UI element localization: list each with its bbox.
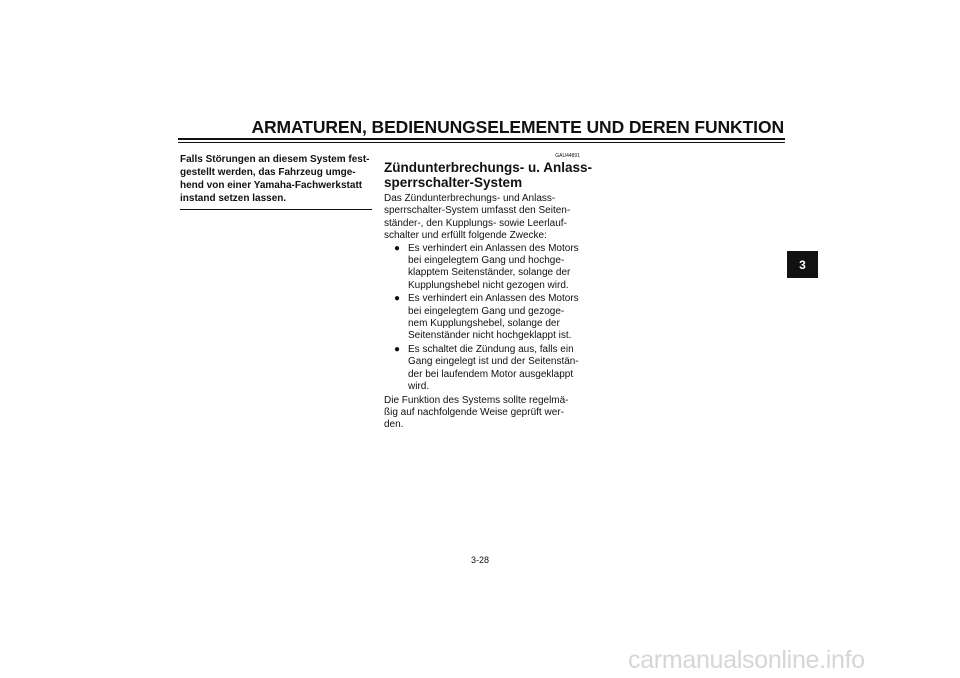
bullet-line: Es verhindert ein Anlassen des Motors <box>408 242 579 254</box>
chapter-tab: 3 <box>787 251 818 278</box>
header-rule <box>178 138 785 140</box>
notice-rule <box>180 209 372 210</box>
bullet-list <box>384 243 580 394</box>
section-title-line: Zündunterbrechungs- u. Anlass- <box>384 160 593 175</box>
intro-line: schalter und erfüllt folgende Zwecke: <box>384 230 547 242</box>
bullet-line: bei eingelegtem Gang und gezoge- <box>408 305 565 317</box>
bullet-item <box>384 243 580 293</box>
notice-block <box>180 153 375 205</box>
bullet-item <box>384 344 580 394</box>
notice-line: gestellt werden, das Fahrzeug umge- <box>180 167 356 178</box>
bullet-text <box>408 344 579 394</box>
closing-paragraph <box>384 395 580 432</box>
intro-paragraph <box>384 193 580 243</box>
intro-line: Das Zündunterbrechungs- und Anlass- <box>384 193 556 204</box>
bullet-line: Es schaltet die Zündung aus, falls ein <box>408 343 574 355</box>
section-title <box>384 160 593 190</box>
bullet-line: Kupplungshebel nicht gezogen wird. <box>408 279 569 291</box>
bullet-dot-icon: ● <box>394 293 401 305</box>
bullet-line: klapptem Seitenständer, solange der <box>408 267 571 279</box>
page-number: 3-28 <box>470 555 489 565</box>
bullet-line: nem Kupplungshebel, solange der <box>408 318 560 330</box>
bullet-line: bei eingelegtem Gang und hochge- <box>408 255 565 267</box>
bullet-text <box>408 293 579 343</box>
closing-line: den. <box>384 419 404 431</box>
bullet-item <box>384 293 580 343</box>
notice-line: instand setzen lassen. <box>180 193 287 204</box>
left-column <box>180 153 375 210</box>
bullet-text <box>408 243 579 293</box>
watermark: carmanualsonline.info <box>628 646 865 674</box>
page-header-title: ARMATUREN, BEDIENUNGSELEMENTE UND DEREN FUNKTION <box>251 117 784 137</box>
bullet-line: Seitenständer nicht hochgeklappt ist. <box>408 330 572 342</box>
bullet-dot-icon: ● <box>394 343 401 355</box>
section-title-line: sperrschalter-System <box>384 175 523 190</box>
intro-line: ständer-, den Kupplungs- sowie Leerlauf- <box>384 217 567 229</box>
intro-line: sperrschalter-System umfasst den Seiten- <box>384 205 571 217</box>
bullet-dot-icon: ● <box>394 242 401 254</box>
section-code: GAU44891 <box>555 153 580 159</box>
bullet-line: wird. <box>408 381 430 393</box>
closing-line: Die Funktion des Systems sollte regelmä- <box>384 394 569 406</box>
bullet-line: Gang eingelegt ist und der Seitenstän- <box>408 356 579 368</box>
bullet-line: Es verhindert ein Anlassen des Motors <box>408 293 579 305</box>
notice-line: hend von einer Yamaha-Fachwerkstatt <box>180 180 363 191</box>
closing-line: ßig auf nachfolgende Weise geprüft wer- <box>384 406 564 418</box>
bullet-line: der bei laufendem Motor ausgeklappt <box>408 368 574 380</box>
header-rule-thin <box>178 142 785 143</box>
right-column <box>384 153 593 432</box>
notice-line: Falls Störungen an diesem System fest- <box>180 154 370 165</box>
